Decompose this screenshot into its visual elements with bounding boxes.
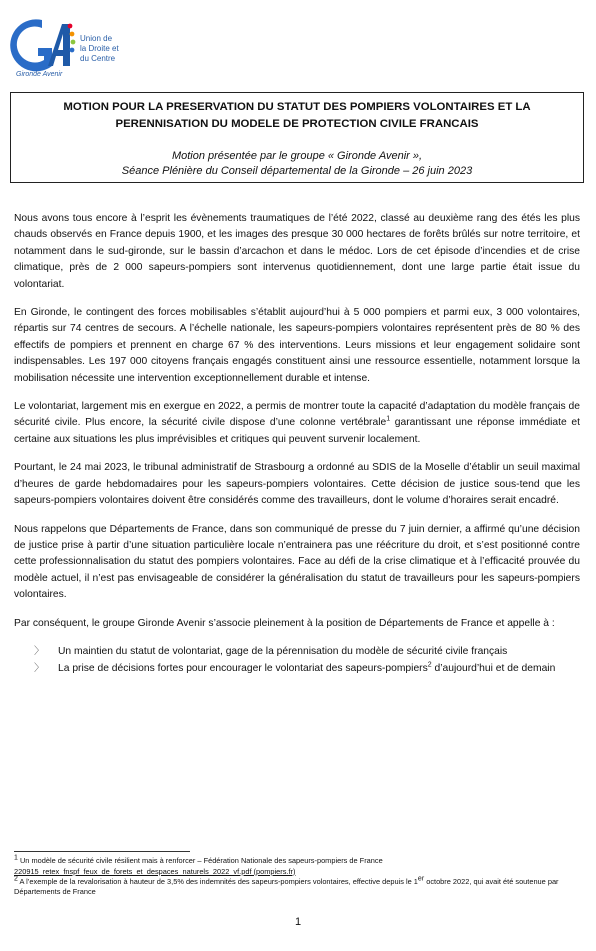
- logo-org-line: Union de: [80, 34, 113, 43]
- paragraph: Pourtant, le 24 mai 2023, le tribunal administratif de Strasbourg a ordonné au SDIS de la Moselle d’établir un seuil maximal d’heures de garde hebdomadaires pour les sapeurs-pompiers volontaires. Cette décision de justice sous-tend que les sapeurs-pompiers volontaires doivent être considérés comme des travailleurs, dont le volume d’horaires serait encadré.: [14, 462, 580, 507]
- paragraph: [14, 399, 580, 448]
- footnotes: [14, 856, 580, 897]
- footnote-number: 2: [14, 875, 18, 883]
- logo-org-line: la Droite et: [80, 44, 119, 53]
- logo-mark-icon: [8, 14, 78, 78]
- motion-header-box: [10, 92, 584, 183]
- list-item: [34, 661, 580, 677]
- footnote-link[interactable]: 220915_retex_fnspf_feux_de_forets_et_despaces_naturels_2022_vf.pdf (pompiers.fr): [14, 866, 296, 876]
- chevron-right-icon: 〉: [34, 645, 45, 657]
- list-item-text: La prise de décisions fortes pour encourager le volontariat des sapeurs-pompiers: [58, 663, 428, 675]
- subtitle-line: Séance Plénière du Conseil départemental de la Gironde – 26 juin 2023: [121, 165, 473, 177]
- motion-body: [14, 211, 580, 679]
- paragraph: Nous rappelons que Départements de France, dans son communiqué de presse du 7 juin dernier, a affirmé qu’une décision de justice prise à partir d’une situation particulière locale n’entrainera pas une réécriture du droit, et s’est positionné contre cette professionnalisation du statut des pompiers volontaires. Face au défi de la crise climatique et à l’efficacité prouvée du modèle actuel, il n’est pas envisageable de considérer la généralisation du statut de travailleurs pour les sapeurs-pompiers volontaires.: [14, 523, 580, 601]
- subtitle-line: Motion présentée par le groupe « Gironde Avenir »,: [171, 150, 423, 162]
- footnote: [14, 856, 580, 866]
- footnote-divider: [14, 851, 190, 852]
- motion-title: [11, 99, 583, 133]
- footnote: [14, 877, 580, 896]
- logo-subtitle: Gironde Avenir: [16, 71, 63, 78]
- footnote-text: octobre 2022, qui avait été soutenue par Départements de France: [14, 877, 559, 896]
- title-line: MOTION POUR LA PRESERVATION DU STATUT DES POMPIERS VOLONTAIRES ET LA: [63, 101, 531, 113]
- title-line: PERENNISATION DU MODELE DE PROTECTION CIVILE FRANCAIS: [115, 118, 479, 130]
- footnote-ref[interactable]: 2: [427, 661, 432, 669]
- list-item: [34, 644, 580, 660]
- logo-org-line: du Centre: [80, 54, 116, 63]
- paragraph: En Gironde, le contingent des forces mobilisables s’établit aujourd’hui à 5 000 pompiers et parmi eux, 3 000 volontaires, répartis sur 74 centres de secours. A l’échelle nationale, les sapeurs-pompiers volontaires représentent près de 80 % des effectifs de pompiers et prennent en charge 67 % des interventions. Leurs missions et leur engagement solidaire sont indispensables. Les 197 000 citoyens français engagés constituent ainsi une ressource essentielle, notamment lorsque la mobilisation nécessite une intervention exceptionnellement durable et intense.: [14, 307, 580, 384]
- demands-list: [14, 644, 580, 678]
- motion-subtitle: [11, 149, 583, 179]
- logo-org-name: [80, 34, 119, 64]
- footnote-number: 1: [14, 854, 18, 862]
- paragraph-text: Le volontariat, largement mis en exergue en 2022, a permis de montrer toute la capacité d’adaptation du modèle français de sécurité civile. Plus encore, la sécurité civile dispose d’une colonne vertébrale: [14, 401, 580, 429]
- paragraph-text: garantissant une réponse immédiate et certaine aux situations les plus imprévisibles et critiques qui peuvent survenir localement.: [14, 417, 580, 445]
- footnote-text: A l’exemple de la revalorisation à hauteur de 3,5% des indemnités des sapeurs-pompiers volontaires, effective depuis le 1: [17, 877, 418, 887]
- paragraph: Nous avons tous encore à l’esprit les évènements traumatiques de l’été 2022, classé au deuxième rang des étés les plus chauds observés en France depuis 1900, et les images des presque 30 000 hectares de forêts brûlés sur notre territoire, et notamment dans le sud-gironde, sur le bassin d’arcachon et dans le médoc. Lors de cet épisode d’incendies et de crise climatique, près de 2 000 sapeurs-pompiers sont intervenus quotidiennement, dont une large partie était issue du volontariat.: [14, 213, 580, 290]
- footnote-ref[interactable]: 1: [386, 416, 391, 424]
- list-item-text: d’aujourd’hui et de demain: [431, 663, 556, 675]
- page-number: 1: [294, 916, 302, 928]
- footnote-superscript: er: [417, 875, 425, 883]
- gironde-avenir-logo: [8, 14, 78, 78]
- list-item-text: Un maintien du statut de volontariat, gage de la pérennisation du modèle de sécurité civile français: [58, 645, 508, 657]
- paragraph: Par conséquent, le groupe Gironde Avenir s’associe pleinement à la position de Départements de France et appelle à :: [14, 617, 555, 629]
- chevron-right-icon: 〉: [34, 663, 45, 675]
- footnote-text: Un modèle de sécurité civile résilient mais à renforcer – Fédération Nationale des sapeurs-pompiers de France: [17, 856, 383, 865]
